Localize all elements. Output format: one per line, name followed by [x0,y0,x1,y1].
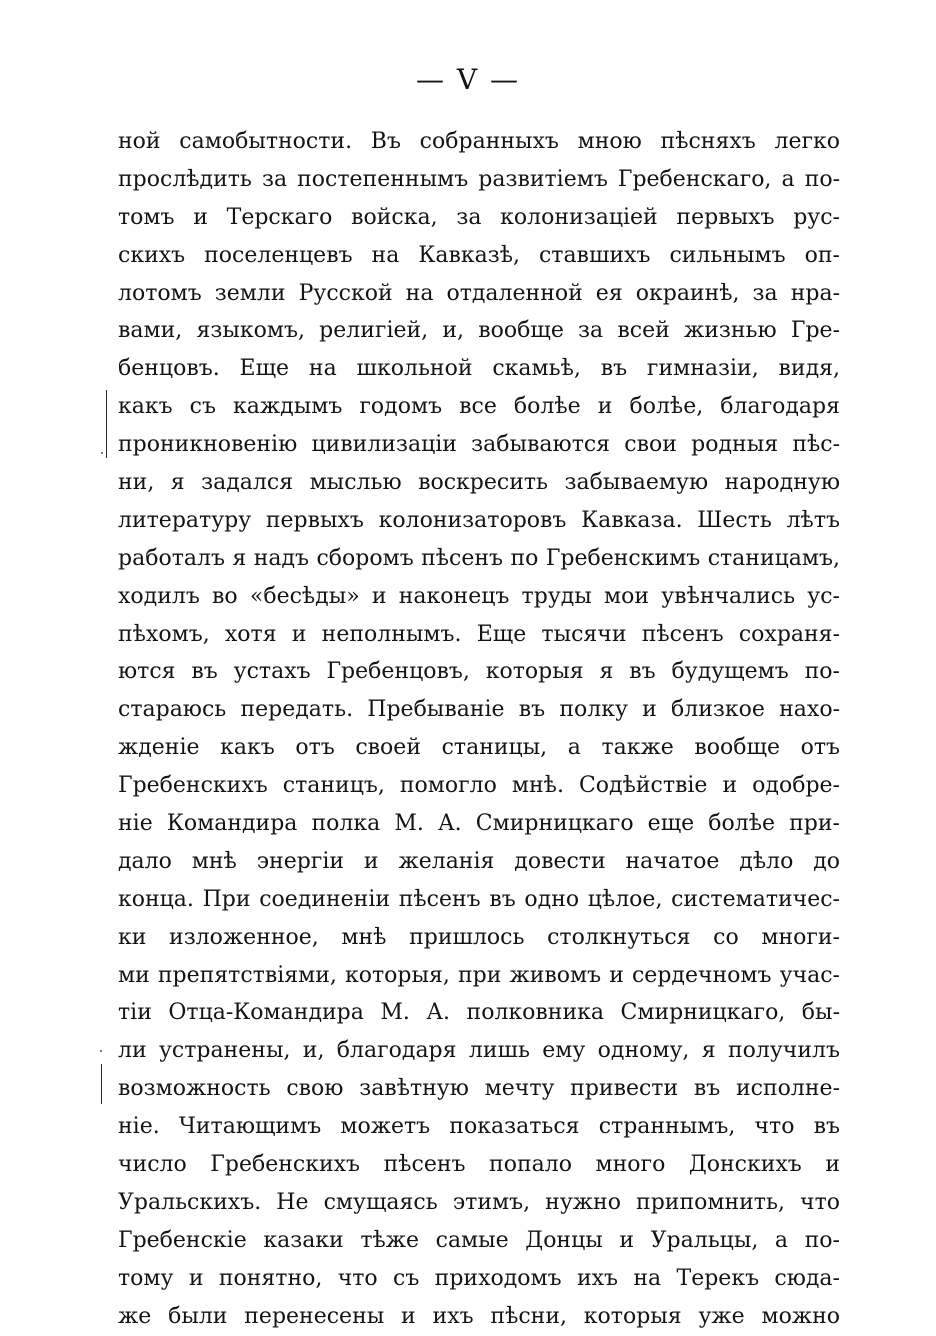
text-line: тому и понятно, что съ приходомъ ихъ на Терекъ сюда- [118,1265,840,1291]
text-line: литературу первыхъ колонизаторовъ Кавказа. Шесть лѣтъ [118,507,840,533]
page-number: — V — [415,63,521,96]
text-line: ки изложенное, мнѣ пришлось столкнуться со многи- [118,924,840,950]
text-line: лотомъ земли Русской на отдаленной ея окраинѣ, за нра- [118,280,840,306]
margin-mark [106,390,107,458]
text-line: какъ съ каждымъ годомъ все болѣе и болѣе, благодаря [118,394,840,420]
text-line: работалъ я надъ сборомъ пѣсенъ по Гребенскимъ станицамъ, [118,545,840,571]
text-line: ни, я задался мыслью воскресить забываемую народную [118,470,840,496]
text-line: возможность свою завѣтную мечту привести въ исполне- [118,1076,840,1102]
text-line: дало мнѣ энергіи и желанія довести начатое дѣло до [118,848,840,874]
text-line: же были перенесены и ихъ пѣсни, которыя уже можно [118,1303,840,1329]
text-line: вами, языкомъ, религіей, и, вообще за всей жизнью Гре- [118,318,840,344]
text-line: бенцовъ. Еще на школьной скамьѣ, въ гимназіи, видя, [118,356,840,382]
ink-speck [101,452,103,454]
text-line: прослѣдить за постепеннымъ развитіемъ Гребенскаго, а по- [118,166,840,192]
text-line: ной самобытности. Въ собранныхъ мною пѣсняхъ легко [118,129,840,154]
text-line: Уральскихъ. Не смущаясь этимъ, нужно припомнить, что [118,1189,840,1215]
text-line: ли устранены, и, благодаря лишь ему одному, я получилъ [118,1038,840,1064]
body-text [118,123,840,1336]
text-line: стараюсь передать. Пребываніе въ полку и близкое нахо- [118,697,840,723]
ink-speck [100,1050,102,1052]
text-line: скихъ поселенцевъ на Кавказѣ, ставшихъ сильнымъ оп- [118,242,840,268]
text-line: конца. При соединеніи пѣсенъ въ одно цѣлое, систематичес- [118,886,840,912]
text-line: пѣхомъ, хотя и неполнымъ. Еще тысячи пѣсенъ сохраня- [118,621,840,647]
text-line: Гребенскіе казаки тѣже самые Донцы и Уральцы, а по- [118,1227,840,1253]
text-line: ніе Командира полка М. А. Смирницкаго еще болѣе при- [118,811,840,837]
text-line: ми препятствіями, которыя, при живомъ и сердечномъ учас- [118,962,840,988]
text-line: число Гребенскихъ пѣсенъ попало много Донскихъ и [118,1152,840,1178]
text-line: Гребенскихъ станицъ, помогло мнѣ. Содѣйствіе и одобре- [118,773,840,799]
text-line: жденіе какъ отъ своей станицы, а также вообще отъ [118,735,840,761]
text-line: тіи Отца-Командира М. А. полковника Смирницкаго, бы- [118,1000,840,1026]
text-line: томъ и Терскаго войска, за колонизаціей первыхъ рус- [118,204,840,230]
margin-mark [101,1064,102,1104]
text-line: проникновенію цивилизаціи забываются свои родныя пѣс- [118,432,840,458]
text-line: ходилъ во «бесѣды» и наконецъ труды мои увѣнчались ус- [118,583,840,609]
text-line: ются въ устахъ Гребенцовъ, которыя я въ будущемъ по- [118,659,840,685]
text-line: ніе. Читающимъ можетъ показаться страннымъ, что въ [118,1114,840,1140]
